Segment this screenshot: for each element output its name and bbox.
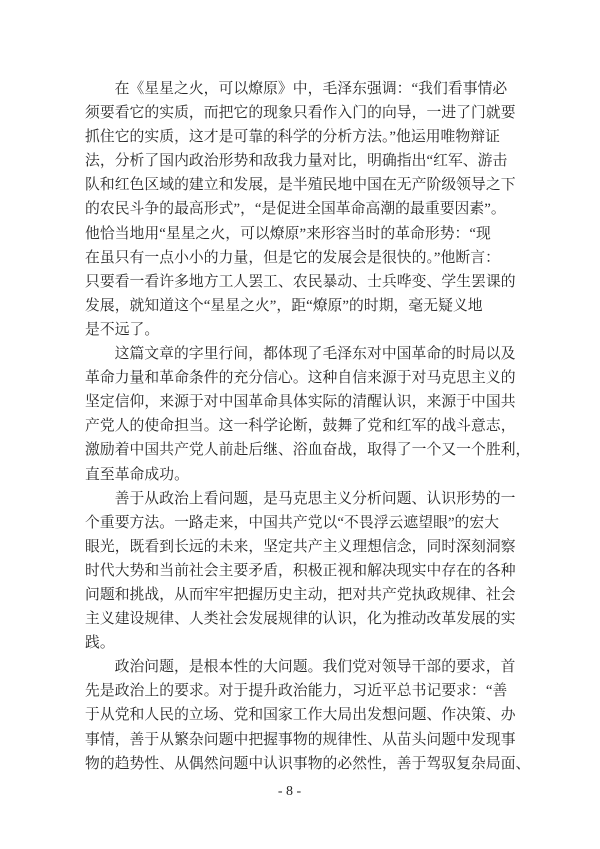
text-line: 他恰当地用“星星之火，可以燎原”来形容当时的革命形势：“现 [85,225,491,242]
text-line: 抓住它的实质，这才是可靠的科学的分析方法。”他运用唯物辩证 [85,129,500,146]
text-line: 于从党和人民的立场、党和国家工作大局出发想问题、作决策、办 [85,707,516,724]
text-line: 主义建设规律、人类社会发展规律的认识，化为推动改革发展的实 [85,611,516,628]
text-line: 践。 [85,635,115,652]
text-line: 激励着中国共产党人前赴后继、浴血奋战，取得了一个又一个胜利， [85,442,531,459]
page-number: - 8 - [277,784,302,799]
text-line: 法，分析了国内政治形势和敌我力量对比，明确指出“红军、游击 [85,153,508,170]
text-line: 个重要方法。一路走来，中国共产党以“不畏浮云遮望眼”的宏大 [85,514,500,531]
text-line: 发展，就知道这个“星星之火”，距“燎原”的时期，毫无疑义地 [85,297,483,314]
text-line: 眼光，既看到长远的未来，坚定共产主义理想信念，同时深刻洞察 [85,538,516,555]
document-body [85,77,531,776]
text-line: 物的趋势性、从偶然问题中认识事物的必然性，善于驾驭复杂局面、 [85,755,531,772]
text-line: 直至革命成功。 [85,466,189,483]
text-line: 事情，善于从繁杂问题中把握事物的规律性、从苗头问题中发现事 [85,731,516,748]
text-line: 只要看一看许多地方工人罢工、农民暴动、士兵哗变、学生罢课的 [85,273,516,290]
text-line: 是不远了。 [85,321,160,338]
text-line: 坚定信仰，来源于对中国革命具体实际的清醒认识，来源于中国共 [85,394,516,411]
text-line: 政治问题，是根本性的大问题。我们党对领导干部的要求，首 [114,659,516,676]
text-line: 革命力量和革命条件的充分信心。这种自信来源于对马克思主义的 [85,370,516,387]
text-line: 的农民斗争的最高形式”，“是促进全国革命高潮的最重要因素”。 [85,201,506,218]
text-line: 善于从政治上看问题，是马克思主义分析问题、认识形势的一 [114,490,516,507]
text-line: 先是政治上的要求。对于提升政治能力，习近平总书记要求：“善 [85,683,508,700]
text-line: 在虽只有一点小小的力量，但是它的发展会是很快的。”他断言： [85,249,500,266]
text-line: 问题和挑战，从而牢牢把握历史主动，把对共产党执政规律、社会 [85,586,516,603]
text-line: 这篇文章的字里行间，都体现了毛泽东对中国革命的时局以及 [114,346,516,363]
text-line: 时代大势和当前社会主要矛盾，积极正视和解决现实中存在的各种 [85,562,516,579]
text-line: 产党人的使命担当。这一科学论断，鼓舞了党和红军的战斗意志， [85,418,516,435]
text-line: 队和红色区域的建立和发展，是半殖民地中国在无产阶级领导之下 [85,177,516,194]
text-line: 须要看它的实质，而把它的现象只看作入门的向导，一进了门就要 [85,105,516,122]
text-line: 在《星星之火，可以燎原》中，毛泽东强调：“我们看事情必 [114,81,508,97]
